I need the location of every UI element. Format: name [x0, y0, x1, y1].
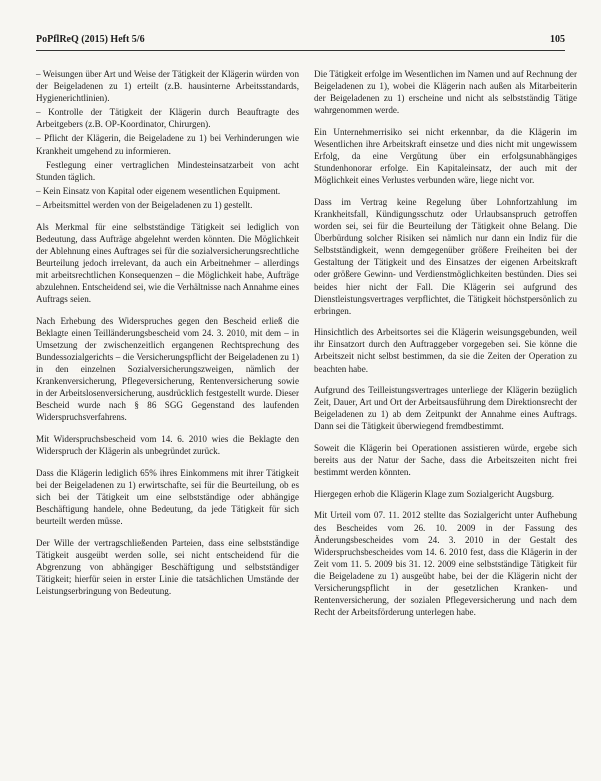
header-rule: [36, 50, 565, 51]
paragraph: Hiergegen erhob die Klägerin Klage zum Sozialgericht Augsburg.: [314, 488, 555, 499]
paragraph: Nach Erhebung des Widerspruches gegen den Bescheid erließ die Beklagte einen Teilländerungsbescheid vom 24. 3. 2010, mit dem – in Umsetzung der zwischenzeitlich ergangenen Rechtsprechung des Bundessozialgerichts – die Versicherungspflicht der Beigeladenen zu 1) in den einzelnen Sozialversicherungszweigen, nämlich der Krankenversicherung, Pflegeversicherung, Rentenversicherung sowie in der Arbeitslosenversicherung, ausdrücklich festgestellt wurde. Dieser Bescheid wurde nach § 86 SGG Gegenstand des laufenden Widerspruchsverfahrens.: [36, 315, 299, 423]
paragraph: Aufgrund des Teilleistungsvertrages unterliege der Klägerin bezüglich Zeit, Dauer, Art und Ort der Arbeitsausführung dem Direktionsrecht der Beigeladenen zu 1) ab dem Zeitpunkt der Annahme eines Auftrags. Dann sei die Tätigkeit überwiegend fremdbestimmt.: [314, 385, 577, 432]
right-column: [314, 68, 577, 628]
bullet-weisungen: – Weisungen über Art und Weise der Tätigkeit der Klägerin würden von der Beigeladenen zu 1) erteilt (z.B. hausinterne Arbeitsstandards, Hygienerichtlinien).: [36, 69, 299, 104]
paragraph: Dass im Vertrag keine Regelung über Lohnfortzahlung im Krankheitsfall, Kündigungsschutz oder Urlaubsanspruch getroffen worden sei, sei für die Beurteilung der Tätigkeit ohne Belang. Die Überbürdung solcher Risiken sei nämlich nur dann ein Indiz für die Selbstständigkeit, wenn demgegenüber größere Freiheiten bei der Gestaltung der Tätigkeit und des Einsatzes der eigenen Arbeitskraft oder größere Gewinn- und Verdienstmöglichkeiten bestünden. Dies sei beides hier nicht der Fall. Die Klägerin sei aufgrund des Dienstleistungsvertrages verpflichtet, die Tätigkeit höchstpersönlich zu erbringen.: [314, 196, 577, 316]
bullet-arbeitsmittel: – Arbeitsmittel werden von der Beigeladenen zu 1) gestellt.: [36, 199, 253, 210]
bullet-informationspflicht: – Pflicht der Klägerin, die Beigeladene zu 1) bei Verhinderungen wie Krankheit umgehend zu informieren.: [36, 133, 299, 156]
paragraph: Soweit die Klägerin bei Operationen assistieren würde, ergebe sich bereits aus der Natur der Sache, dass die Arbeitszeiten nicht frei bestimmt werden könnten.: [314, 443, 577, 478]
bullet-kapital: – Kein Einsatz von Kapital oder eigenem wesentlichen Equipment.: [36, 185, 281, 196]
paragraph: Hinsichtlich des Arbeitsortes sei die Klägerin weisungsgebunden, weil ihr Einsatzort durch den Auftraggeber vorgegeben sei. Sie könne die Arbeitszeit nicht selbst bestimmen, da sie die Zeiten der Operation zu beachten habe.: [314, 327, 577, 374]
paragraph: Mit Urteil vom 07. 11. 2012 stellte das Sozialgericht unter Aufhebung des Bescheides vom 26. 10. 2009 in der Fassung des Änderungsbescheides vom 24. 3. 2010 in der Gestalt des Widerspruchsbescheides vom 14. 6. 2010 fest, dass die Klägerin in der Zeit vom 11. 5. 2009 bis 31. 12. 2009 eine selbstständige Tätigkeit für die Beigeladene zu 1) ausgeübt habe, bei der die Klägerin nicht der Versicherungspflicht in der gesetzlichen Kranken- und Rentenversicherung, der sozialen Pflegeversicherung und nach dem Recht der Arbeitsförderung unterlegen habe.: [314, 510, 577, 618]
journal-title: PoPflReQ (2015) Heft 5/6: [36, 34, 145, 45]
bullet-kontrolle: – Kontrolle der Tätigkeit der Klägerin durch Beauftragte des Arbeitgebers (z.B. OP-Koordinator, Chirurgen).: [36, 107, 299, 130]
paragraph: Der Wille der vertragschließenden Parteien, dass eine selbstständige Tätigkeit ausgeübt werden solle, sei nicht entscheidend für die Abgrenzung von abhängiger Beschäftigung und selbstständiger Tätigkeit; hierfür seien in erster Linie die tatsächlichen Umstände der Leistungserbringung von Bedeutung.: [36, 537, 299, 597]
paragraph: Dass die Klägerin lediglich 65% ihres Einkommens mit ihrer Tätigkeit bei der Beigeladenen zu 1) erwirtschafte, sei für die Beurteilung, ob es sich bei der Tätigkeit um eine selbstständige oder abhängige Beschäftigung handele, ohne Bedeutung, da jede Tätigkeit für sich beurteilt werden müsse.: [36, 467, 299, 527]
paragraph: Die Tätigkeit erfolge im Wesentlichen im Namen und auf Rechnung der Beigeladenen zu 1), wobei die Klägerin nach außen als Mitarbeiterin der Beigeladenen zu 1) erscheine und nicht als selbstständig Tätige wahrgenommen werde.: [314, 69, 577, 116]
paragraph: Mit Widerspruchsbescheid vom 14. 6. 2010 wies die Beklagte den Widerspruch der Klägerin als unbegründet zurück.: [36, 434, 299, 457]
paragraph-mindesteinsatz: Festlegung einer vertraglichen Mindesteinsatzarbeit von acht Stunden täglich.: [36, 159, 299, 182]
page-number: 105: [550, 34, 565, 45]
running-header: [36, 34, 565, 48]
paragraph: Als Merkmal für eine selbstständige Tätigkeit sei lediglich von Bedeutung, dass Aufträge abgelehnt werden könnten. Die Möglichkeit der Ablehnung eines Auftrages sei für die sozialversicherungsrechtliche Beurteilung jedoch irrelevant, da auch ein Arbeitnehmer – allerdings mit arbeitsrechtlichen Konsequenzen – die Möglichkeit habe, Aufträge abzulehnen. Entscheidend sei, wie die Verhältnisse nach Annahme eines Auftrags seien.: [36, 221, 299, 305]
left-column: [36, 68, 299, 607]
paragraph: Ein Unternehmerrisiko sei nicht erkennbar, da die Klägerin im Wesentlichen ihre Arbeitskraft einsetze und dies nicht mit ungewissem Erfolg, da eine Vergütung über ein erfolgsunabhängiges Stundenhonorar erfolge. Ein Kapitaleinsatz, der auch mit der Möglichkeit eines Verlustes verbunden wäre, liege nicht vor.: [314, 126, 577, 186]
